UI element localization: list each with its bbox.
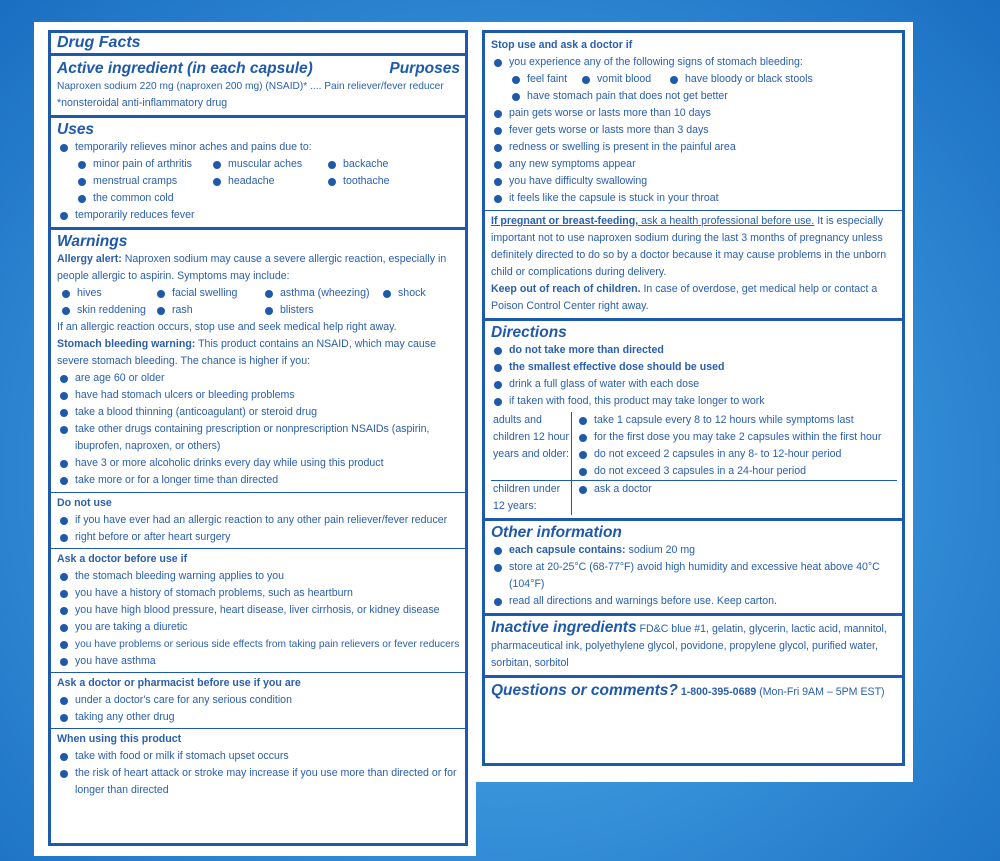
symptom-item: shock (380, 285, 450, 302)
ask-doctor-item: you have a history of stomach problems, such as heartburn (57, 585, 460, 602)
drug-facts-right-panel (476, 22, 913, 782)
directions-item: the smallest effective dose should be used (491, 359, 897, 376)
stomach-risk-item: take other drugs containing prescription or nonprescription NSAIDs (aspirin, ibuprofen, naproxen, or others) (57, 421, 460, 455)
ask-pharmacist-section (51, 672, 465, 728)
do-not-use-heading: Do not use (57, 497, 112, 509)
other-info-label: each capsule contains: (509, 544, 626, 556)
dosage-item: take 1 capsule every 8 to 12 hours while symptoms last (576, 412, 897, 429)
dosage-age-children: children under 12 years: (491, 481, 572, 516)
symptom-item: asthma (wheezing) (262, 285, 380, 302)
questions-hours: (Mon-Fri 9AM – 5PM EST) (756, 686, 885, 698)
bleeding-signs-grid (491, 71, 897, 88)
dosage-item: ask a doctor (576, 481, 897, 498)
stomach-bleeding-warning (57, 336, 460, 370)
stomach-risk-item: take a blood thinning (anticoagulant) or steroid drug (57, 404, 460, 421)
ask-pharmacist-heading: Ask a doctor or pharmacist before use if you are (57, 677, 301, 689)
ask-doctor-item: the stomach bleeding warning applies to you (57, 568, 460, 585)
dosage-item: do not exceed 2 capsules in any 8- to 12-hour period (576, 446, 897, 463)
uses-sub-item: toothache (325, 173, 435, 190)
do-not-use-item: if you have ever had an allergic reaction to any other pain reliever/fever reducer (57, 512, 460, 529)
active-ingredient-heading: Active ingredient (in each capsule) (57, 60, 313, 77)
pregnancy-warning (485, 210, 902, 315)
active-ingredient-section (51, 56, 465, 118)
nsaid-footnote: *nonsteroidal anti-inflammatory drug (57, 97, 228, 109)
pregnancy-underlined-text: ask a health professional before use. (638, 215, 815, 227)
keep-out-text: In case of overdose, get medical help or contact a Poison Control Center right away. (491, 283, 878, 312)
ask-doctor-heading: Ask a doctor before use if (57, 553, 188, 565)
stop-use-item: any new symptoms appear (491, 156, 897, 173)
stop-use-section (485, 33, 902, 321)
questions-phone: 1-800-395-0689 (677, 686, 757, 698)
uses-heading: Uses (57, 121, 95, 138)
allergy-alert (57, 251, 460, 285)
when-using-section (51, 728, 465, 801)
symptom-item: rash (154, 302, 262, 319)
drug-facts-title: Drug Facts (57, 34, 141, 51)
stop-use-item: you have difficulty swallowing (491, 173, 897, 190)
directions-heading: Directions (491, 324, 567, 341)
ask-pharmacist-item: under a doctor's care for any serious condition (57, 692, 460, 709)
uses-sub-item: minor pain of arthritis (75, 156, 210, 173)
other-info-item (491, 542, 897, 559)
ask-doctor-item: you are taking a diuretic (57, 619, 460, 636)
stop-use-item: pain gets worse or lasts more than 10 days (491, 105, 897, 122)
uses-sub-item: backache (325, 156, 435, 173)
uses-sub-item: headache (210, 173, 325, 190)
bleeding-sign-item: have bloody or black stools (667, 71, 827, 88)
title-section (51, 33, 465, 56)
active-ingredient-line: Naproxen sodium 220 mg (naproxen 200 mg) (NSAID)* .... Pain reliever/fever reducer (57, 81, 444, 92)
other-info-item: store at 20-25°C (68-77°F) avoid high humidity and excessive heat above 40°C (104°F) (491, 559, 897, 593)
stop-use-item: it feels like the capsule is stuck in your throat (491, 190, 897, 207)
dosage-item: for the first dose you may take 2 capsules within the first hour (576, 429, 897, 446)
stomach-warning-label: Stomach bleeding warning: (57, 338, 196, 350)
dosage-row-adults (491, 412, 897, 481)
uses-sub-grid (57, 156, 460, 190)
symptom-item: hives (59, 285, 154, 302)
other-information-heading: Other information (491, 524, 622, 541)
stomach-risk-item: take more or for a longer time than directed (57, 472, 460, 489)
bleeding-sign-item: vomit blood (579, 71, 667, 88)
allergy-alert-label: Allergy alert: (57, 253, 122, 265)
inactive-ingredients-text: FD&C blue #1, gelatin, glycerin, lactic acid, mannitol, pharmaceutical ink, polyethylene glycol, povidone, propylene glycol, purified water, sorbitan, sorbitol (491, 623, 887, 669)
when-using-item: take with food or milk if stomach upset occurs (57, 748, 460, 765)
allergy-after-text: If an allergic reaction occurs, stop use and seek medical help right away. (57, 321, 397, 333)
symptom-item: blisters (262, 302, 380, 319)
dosage-age-adults: adults and children 12 hour years and older: (491, 412, 572, 481)
stomach-risk-item: have had stomach ulcers or bleeding problems (57, 387, 460, 404)
directions-section (485, 321, 902, 521)
purposes-heading: Purposes (389, 60, 460, 77)
warnings-section (51, 230, 465, 492)
uses-section (51, 118, 465, 230)
symptoms-grid (57, 285, 460, 319)
stomach-risk-list (57, 370, 460, 489)
pregnancy-label: If pregnant or breast-feeding, (491, 215, 639, 227)
stop-use-item: redness or swelling is present in the painful area (491, 139, 897, 156)
uses-item: temporarily relieves minor aches and pains due to: (57, 139, 460, 156)
stop-use-heading: Stop use and ask a doctor if (491, 39, 633, 51)
uses-sub-item: menstrual cramps (75, 173, 210, 190)
warnings-heading: Warnings (57, 233, 128, 250)
keep-out-of-reach (491, 281, 897, 315)
ask-doctor-item: you have asthma (57, 653, 460, 670)
inactive-ingredients-section (485, 616, 902, 678)
drug-facts-right-box (482, 30, 905, 766)
ask-doctor-item: you have problems or serious side effects from taking pain relievers or fever reducers (57, 636, 460, 653)
stomach-risk-item: are age 60 or older (57, 370, 460, 387)
bleeding-sign-item: feel faint (509, 71, 579, 88)
questions-heading: Questions or comments? (491, 682, 678, 699)
inactive-ingredients-heading: Inactive ingredients (491, 619, 637, 636)
drug-facts-left-box (48, 30, 468, 846)
when-using-heading: When using this product (57, 733, 182, 745)
stomach-risk-item: have 3 or more alcoholic drinks every day while using this product (57, 455, 460, 472)
bleeding-sign-item: have stomach pain that does not get better (509, 88, 897, 105)
do-not-use-section (51, 492, 465, 548)
uses-sub-item: muscular aches (210, 156, 325, 173)
allergy-alert-text: Naproxen sodium may cause a severe allergic reaction, especially in people allergic to aspirin. Symptoms may include: (57, 253, 447, 282)
other-info-item: read all directions and warnings before use. Keep carton. (491, 593, 897, 610)
directions-item: drink a full glass of water with each dose (491, 376, 897, 393)
symptom-item: facial swelling (154, 285, 262, 302)
ask-doctor-item: you have high blood pressure, heart disease, liver cirrhosis, or kidney disease (57, 602, 460, 619)
other-info-text: sodium 20 mg (625, 544, 696, 556)
uses-item: temporarily reduces fever (57, 207, 460, 224)
dosage-item: do not exceed 3 capsules in a 24-hour period (576, 463, 897, 480)
directions-item: do not take more than directed (491, 342, 897, 359)
uses-sub-item: the common cold (75, 190, 460, 207)
drug-facts-left-panel (34, 22, 476, 856)
symptom-item: skin reddening (59, 302, 154, 319)
stop-use-item: you experience any of the following signs of stomach bleeding: (491, 54, 897, 71)
dosage-row-children (491, 481, 897, 516)
when-using-item: the risk of heart attack or stroke may increase if you use more than directed or for longer than directed (57, 765, 460, 799)
do-not-use-item: right before or after heart surgery (57, 529, 460, 546)
questions-section (485, 678, 902, 704)
pregnancy-text: It is especially important not to use naproxen sodium during the last 3 months of pregnancy unless definitely directed to do so by a doctor because it may cause problems in the unborn child or complications during delivery. (491, 215, 887, 278)
dosage-table (491, 412, 897, 515)
stomach-warning-text: This product contains an NSAID, which may cause severe stomach bleeding. The chance is higher if you: (57, 338, 436, 367)
other-information-section (485, 521, 902, 616)
directions-item: if taken with food, this product may take longer to work (491, 393, 897, 410)
ask-doctor-section (51, 548, 465, 672)
ask-pharmacist-item: taking any other drug (57, 709, 460, 726)
stop-use-item: fever gets worse or lasts more than 3 days (491, 122, 897, 139)
keep-out-label: Keep out of reach of children. (491, 283, 641, 295)
